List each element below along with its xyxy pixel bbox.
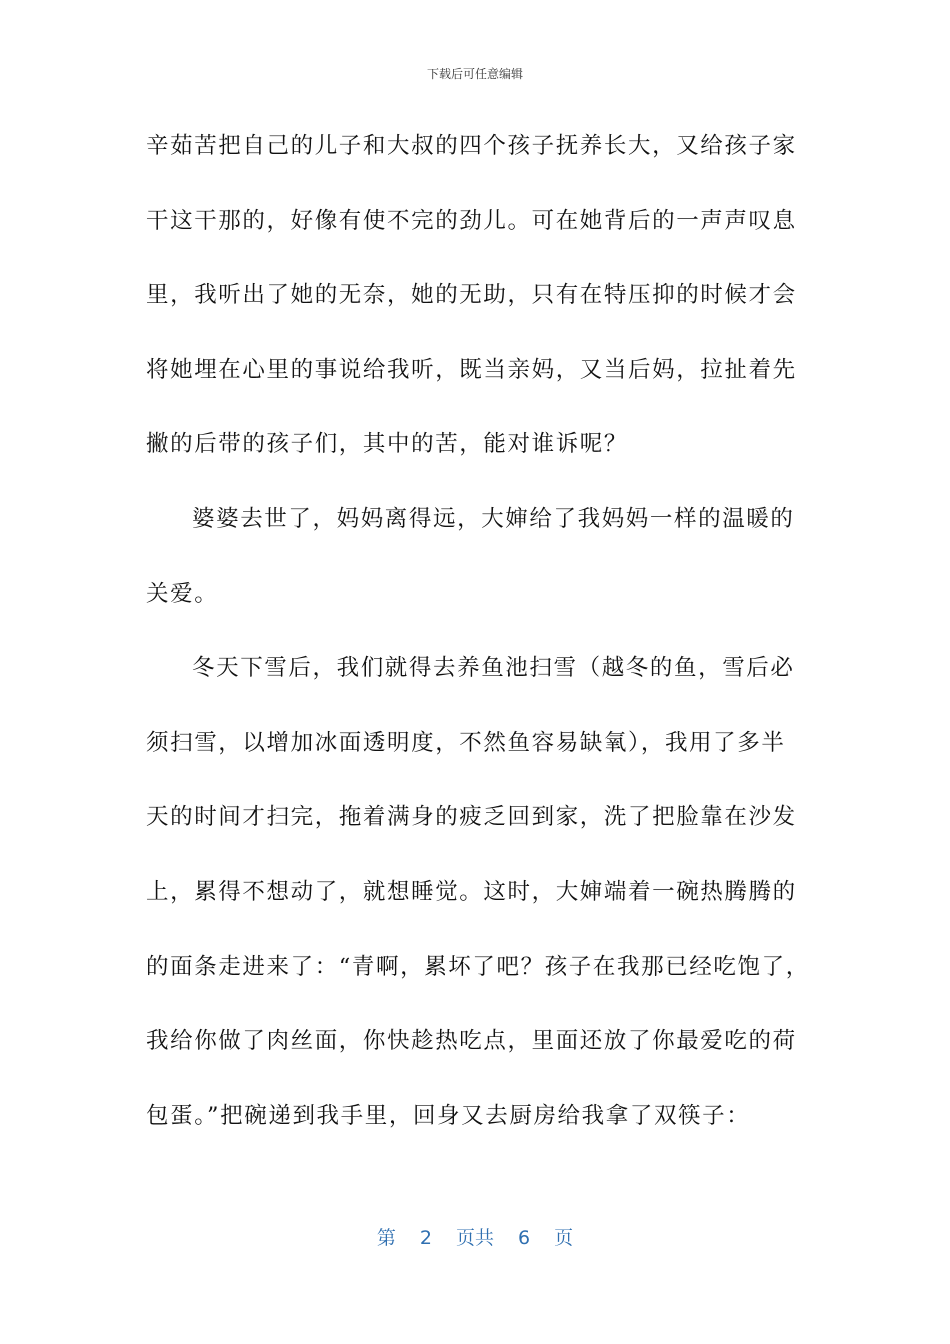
- text-line: 撇的后带的孩子们，其中的苦，能对谁诉呢？: [146, 431, 629, 458]
- text-line: 上，累得不想动了，就想睡觉。这时，大婶端着一碗热腾腾的: [146, 878, 797, 905]
- text-line: 须扫雪，以增加冰面透明度，不然鱼容易缺氧），我用了多半: [146, 729, 786, 756]
- text-line: 里，我听出了她的无奈，她的无助，只有在特压抑的时候才会: [146, 282, 797, 309]
- text-line: 天的时间才扫完，拖着满身的疲乏回到家，洗了把脸靠在沙发: [146, 804, 797, 831]
- text-line: 我给你做了肉丝面，你快趁热吃点，里面还放了你最爱吃的荷: [146, 1028, 797, 1055]
- text-line: 的面条走进来了：“青啊，累坏了吧？孩子在我那已经吃饱了，: [146, 953, 810, 980]
- text-line: 关爱。: [146, 580, 219, 607]
- text-line: 包蛋。”把碗递到我手里，回身又去厨房给我拿了双筷子：: [146, 1102, 751, 1129]
- paragraph-first-line: 冬天下雪后，我们就得去养鱼池扫雪（越冬的鱼，雪后必: [192, 655, 795, 682]
- page-header: 下载后可任意编辑: [426, 67, 523, 81]
- text-line: 干这干那的，好像有使不完的劲儿。可在她背后的一声声叹息: [146, 207, 797, 234]
- page-number-footer: 第 2 页共 6 页: [376, 1227, 574, 1249]
- text-line: 辛茹苦把自己的儿子和大叔的四个孩子抚养长大，又给孩子家: [146, 133, 797, 159]
- body-text: [146, 126, 810, 1170]
- paragraph-first-line: 婆婆去世了，妈妈离得远，大婶给了我妈妈一样的温暖的: [192, 505, 795, 532]
- text-line: 将她埋在心里的事说给我听，既当亲妈，又当后妈，拉扯着先: [146, 356, 797, 383]
